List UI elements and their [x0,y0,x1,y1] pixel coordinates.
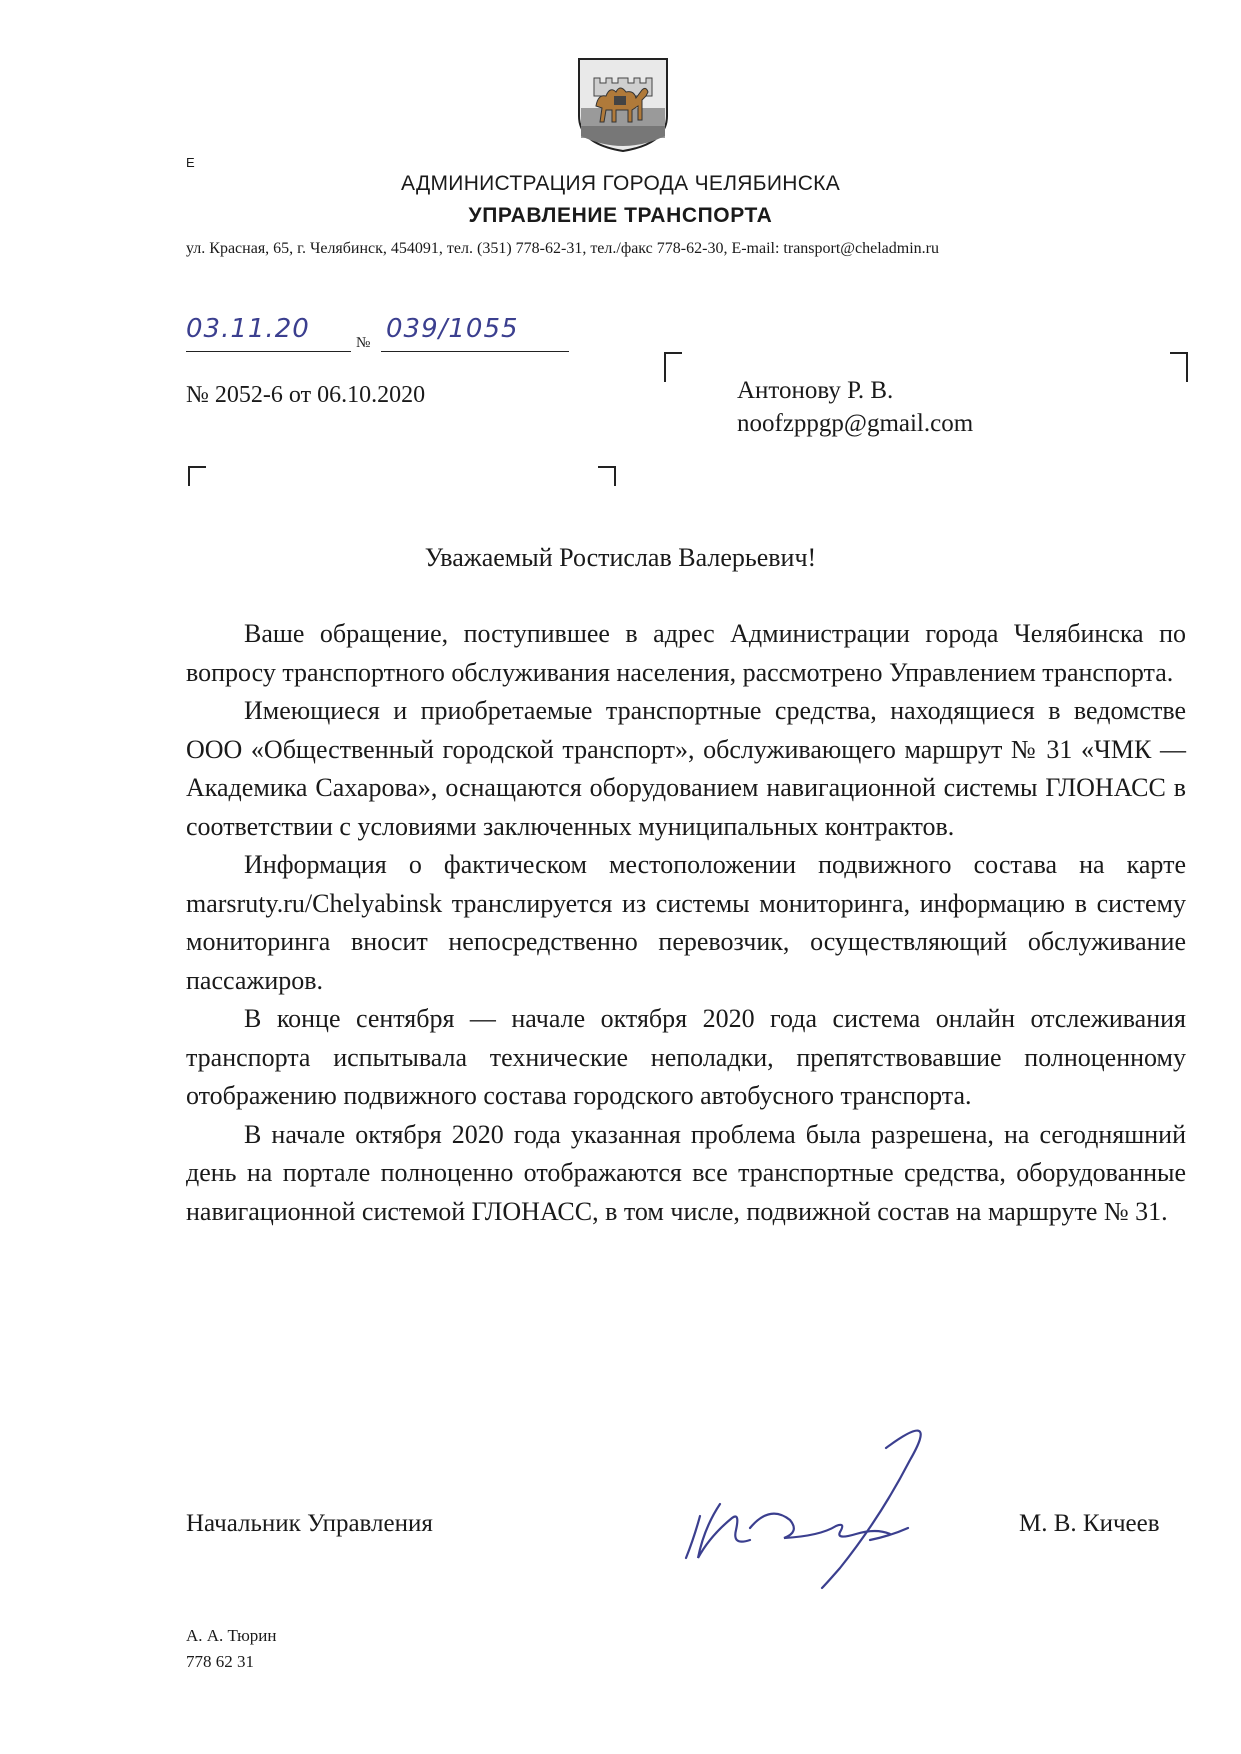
recipient-block [737,374,973,440]
outgoing-number-underline [381,351,569,352]
contact-address: ул. Красная, 65, г. Челябинск, 454091, тел. (351) 778-62-31, тел./факс 778-62-30, E-mail: transport@cheladmin.ru [186,240,939,257]
greeting: Уважаемый Ростислав Валерьевич! [424,543,817,572]
handwritten-signature [640,1408,990,1598]
outgoing-date: 03.11.20 [186,314,310,344]
executor-block [186,1623,277,1675]
outgoing-number-label: № [356,335,371,351]
recipient-email: noofzppgp@gmail.com [737,410,974,437]
paragraph: В начале октября 2020 года указанная проблема была разрешена, на сегодняшний день на портале полноценно отображаются все транспортные средства, оборудованные навигационной системой ГЛОНАСС, в том числе, подвижной состав на маршруте № 31. [186,1119,1186,1226]
subject-bracket-top-left [188,466,206,486]
outgoing-date-underline [186,351,351,352]
recipient-bracket-top-left [664,352,682,382]
recipient-bracket-top-right [1170,352,1188,382]
paragraph: Ваше обращение, поступившее в адрес Администрации города Челябинска по вопросу транспортного обслуживания населения, рассмотрено Управлением транспорта. [186,619,1186,687]
subject-bracket-top-right [598,466,616,486]
reference-number: № 2052-6 от 06.10.2020 [186,382,426,408]
signatory-name: М. В. Кичеев [1019,1510,1160,1537]
outgoing-number: 039/1055 [386,314,519,344]
executor-phone: 778 62 31 [186,1652,254,1671]
recipient-name: Антонову Р. В. [737,377,894,404]
signatory-title: Начальник Управления [186,1510,433,1537]
paragraph: Имеющиеся и приобретаемые транспортные средства, находящиеся в ведомстве ООО «Общественный городской транспорт», обслуживающего маршрут № 31 «ЧМК — Академика Сахарова», оснащаются оборудованием навигационной системы ГЛОНАСС в соответствии с условиями заключенных муниципальных контрактов. [186,696,1186,841]
letter-body [186,615,1186,1231]
department-name: УПРАВЛЕНИЕ ТРАНСПОРТА [468,204,773,227]
corner-mark: Е [186,155,195,170]
organization-name: АДМИНИСТРАЦИЯ ГОРОДА ЧЕЛЯБИНСКА [400,172,840,195]
paragraph: В конце сентября — начале октября 2020 года система онлайн отслеживания транспорта испытывала технические неполадки, препятствовавшие полноценному отображению подвижного состава городского автобусного транспорта. [186,1004,1186,1110]
city-emblem-icon [576,56,670,153]
executor-name: А. А. Тюрин [186,1626,277,1645]
paragraph: Информация о фактическом местоположении подвижного состава на карте marsruty.ru/Chelyabinsk транслируется из системы мониторинга, информацию в систему мониторинга вносит непосредственно перевозчик, осуществляющий обслуживание пассажиров. [186,850,1186,995]
